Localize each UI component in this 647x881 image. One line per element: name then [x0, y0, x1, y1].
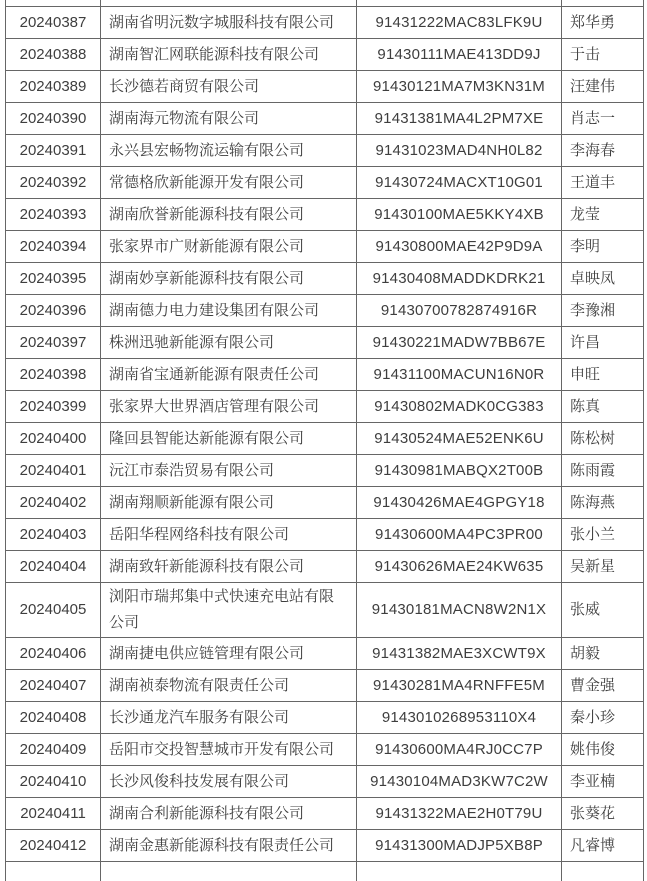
cell-credit-code: 91431100MACUN16N0R: [357, 359, 562, 391]
table-row: [6, 327, 644, 359]
table-row: [6, 231, 644, 263]
cell-person-name: 龙莹: [562, 199, 644, 231]
cell-person-name: 陈雨霞: [562, 455, 644, 487]
cell-company-name: 岳阳市交投智慧城市开发有限公司: [101, 734, 357, 766]
cell-company-name: 湖南祯泰物流有限责任公司: [101, 670, 357, 702]
cell-empty: [6, 862, 101, 881]
cell-record-id: 20240388: [6, 39, 101, 71]
cell-person-name: 秦小珍: [562, 702, 644, 734]
cell-person-name: 曹金强: [562, 670, 644, 702]
cell-record-id: 20240402: [6, 487, 101, 519]
cell-credit-code: 91430981MABQX2T00B: [357, 455, 562, 487]
cell-person-name: 卓映凤: [562, 263, 644, 295]
table-row: [6, 71, 644, 103]
cell-credit-code: 91430626MAE24KW635: [357, 551, 562, 583]
cell-credit-code: 91430121MA7M3KN31M: [357, 71, 562, 103]
cell-person-name: 凡睿博: [562, 830, 644, 862]
cell-person-name: 吴新星: [562, 551, 644, 583]
table-row: [6, 455, 644, 487]
cell-company-name: 浏阳市瑞邦集中式快速充电站有限公司: [101, 583, 357, 638]
cell-company-name: 湖南妙享新能源科技有限公司: [101, 263, 357, 295]
table-row: [6, 551, 644, 583]
cell-company-name: 湖南致轩新能源科技有限公司: [101, 551, 357, 583]
cell-record-id: 20240399: [6, 391, 101, 423]
cell-credit-code: 91430281MA4RNFFE5M: [357, 670, 562, 702]
cell-record-id: 20240407: [6, 670, 101, 702]
table-row: [6, 830, 644, 862]
cell-record-id: 20240405: [6, 583, 101, 638]
cell-person-name: 张威: [562, 583, 644, 638]
cell-credit-code: 91431222MAC83LFK9U: [357, 7, 562, 39]
cell-record-id: 20240410: [6, 766, 101, 798]
cell-record-id: 20240396: [6, 295, 101, 327]
cell-credit-code: 91431023MAD4NH0L82: [357, 135, 562, 167]
cell-person-name: 张小兰: [562, 519, 644, 551]
table-row: [6, 734, 644, 766]
cell-person-name: 李豫湘: [562, 295, 644, 327]
cell-record-id: 20240394: [6, 231, 101, 263]
cell-person-name: 李明: [562, 231, 644, 263]
cell-record-id: 20240406: [6, 638, 101, 670]
cell-person-name: 张葵花: [562, 798, 644, 830]
cell-record-id: 20240393: [6, 199, 101, 231]
cell-credit-code: 91430600MA4RJ0CC7P: [357, 734, 562, 766]
cell-credit-code: 91430111MAE413DD9J: [357, 39, 562, 71]
table-row: [6, 670, 644, 702]
cell-person-name: 李海春: [562, 135, 644, 167]
cell-empty: [562, 862, 644, 881]
cell-credit-code: 91431381MA4L2PM7XE: [357, 103, 562, 135]
cell-company-name: 株洲迅驰新能源有限公司: [101, 327, 357, 359]
table-body: [6, 0, 644, 881]
cell-person-name: 姚伟俊: [562, 734, 644, 766]
cell-credit-code: 91431300MADJP5XB8P: [357, 830, 562, 862]
cell-record-id: 20240404: [6, 551, 101, 583]
cell-credit-code: 91430426MAE4GPGY18: [357, 487, 562, 519]
cell-person-name: 郑华勇: [562, 7, 644, 39]
cell-credit-code: 9143010268953110X4: [357, 702, 562, 734]
table-row: [6, 135, 644, 167]
cell-credit-code: 91431322MAE2H0T79U: [357, 798, 562, 830]
table-row: [6, 359, 644, 391]
cell-record-id: 20240403: [6, 519, 101, 551]
table-row: [6, 103, 644, 135]
table-row: [6, 295, 644, 327]
cell-company-name: 隆回县智能达新能源有限公司: [101, 423, 357, 455]
cell-company-name: 湖南智汇网联能源科技有限公司: [101, 39, 357, 71]
cell-person-name: 陈真: [562, 391, 644, 423]
cell-record-id: 20240401: [6, 455, 101, 487]
company-registry-table: [5, 0, 644, 881]
cell-person-name: 许昌: [562, 327, 644, 359]
cell-company-name: 张家界市广财新能源有限公司: [101, 231, 357, 263]
cell-record-id: 20240411: [6, 798, 101, 830]
cell-company-name: 永兴县宏畅物流运输有限公司: [101, 135, 357, 167]
cell-credit-code: 91430104MAD3KW7C2W: [357, 766, 562, 798]
table-row: [6, 263, 644, 295]
cell-company-name: 湖南合利新能源科技有限公司: [101, 798, 357, 830]
cell-record-id: 20240397: [6, 327, 101, 359]
cell-record-id: 20240392: [6, 167, 101, 199]
cell-credit-code: 91430181MACN8W2N1X: [357, 583, 562, 638]
cell-credit-code: 91431382MAE3XCWT9X: [357, 638, 562, 670]
cell-company-name: 沅江市泰浩贸易有限公司: [101, 455, 357, 487]
cell-company-name: 湖南欣誉新能源科技有限公司: [101, 199, 357, 231]
cell-record-id: 20240389: [6, 71, 101, 103]
cell-credit-code: 91430221MADW7BB67E: [357, 327, 562, 359]
cell-company-name: 长沙德若商贸有限公司: [101, 71, 357, 103]
cell-company-name: 长沙风俊科技发展有限公司: [101, 766, 357, 798]
cell-company-name: 湖南德力电力建设集团有限公司: [101, 295, 357, 327]
cell-company-name: 长沙通龙汽车服务有限公司: [101, 702, 357, 734]
cell-company-name: 湖南金惠新能源科技有限责任公司: [101, 830, 357, 862]
cell-company-name: 常德格欣新能源开发有限公司: [101, 167, 357, 199]
cell-company-name: 岳阳华程网络科技有限公司: [101, 519, 357, 551]
cell-credit-code: 91430700782874916R: [357, 295, 562, 327]
partial-row-bottom: [6, 862, 644, 881]
cell-company-name: 湖南省明沅数字城服科技有限公司: [101, 7, 357, 39]
cell-person-name: 陈松树: [562, 423, 644, 455]
cell-company-name: 张家界大世界酒店管理有限公司: [101, 391, 357, 423]
table-row: [6, 638, 644, 670]
cell-person-name: 王道丰: [562, 167, 644, 199]
cell-credit-code: 91430408MADDKDRK21: [357, 263, 562, 295]
table-row: [6, 487, 644, 519]
cell-record-id: 20240412: [6, 830, 101, 862]
table-row: [6, 167, 644, 199]
cell-person-name: 申旺: [562, 359, 644, 391]
table-row: [6, 583, 644, 638]
cell-record-id: 20240408: [6, 702, 101, 734]
cell-credit-code: 91430800MAE42P9D9A: [357, 231, 562, 263]
cell-empty: [101, 862, 357, 881]
cell-record-id: 20240391: [6, 135, 101, 167]
cell-person-name: 汪建伟: [562, 71, 644, 103]
cell-company-name: 湖南捷电供应链管理有限公司: [101, 638, 357, 670]
cell-empty: [357, 862, 562, 881]
table-row: [6, 199, 644, 231]
table-row: [6, 798, 644, 830]
table-row: [6, 766, 644, 798]
table-row: [6, 39, 644, 71]
table-row: [6, 423, 644, 455]
table-row: [6, 519, 644, 551]
cell-company-name: 湖南省宝通新能源有限责任公司: [101, 359, 357, 391]
table-row: [6, 702, 644, 734]
cell-credit-code: 91430100MAE5KKY4XB: [357, 199, 562, 231]
cell-person-name: 于击: [562, 39, 644, 71]
cell-person-name: 陈海燕: [562, 487, 644, 519]
cell-person-name: 胡毅: [562, 638, 644, 670]
cell-credit-code: 91430600MA4PC3PR00: [357, 519, 562, 551]
cell-credit-code: 91430524MAE52ENK6U: [357, 423, 562, 455]
cell-record-id: 20240390: [6, 103, 101, 135]
cell-credit-code: 91430724MACXT10G01: [357, 167, 562, 199]
cell-record-id: 20240395: [6, 263, 101, 295]
cell-record-id: 20240400: [6, 423, 101, 455]
cell-person-name: 肖志一: [562, 103, 644, 135]
cell-record-id: 20240409: [6, 734, 101, 766]
cell-record-id: 20240387: [6, 7, 101, 39]
cell-credit-code: 91430802MADK0CG383: [357, 391, 562, 423]
cell-record-id: 20240398: [6, 359, 101, 391]
table-row: [6, 7, 644, 39]
cell-company-name: 湖南海元物流有限公司: [101, 103, 357, 135]
cell-person-name: 李亚楠: [562, 766, 644, 798]
cell-company-name: 湖南翔顺新能源有限公司: [101, 487, 357, 519]
table-row: [6, 391, 644, 423]
